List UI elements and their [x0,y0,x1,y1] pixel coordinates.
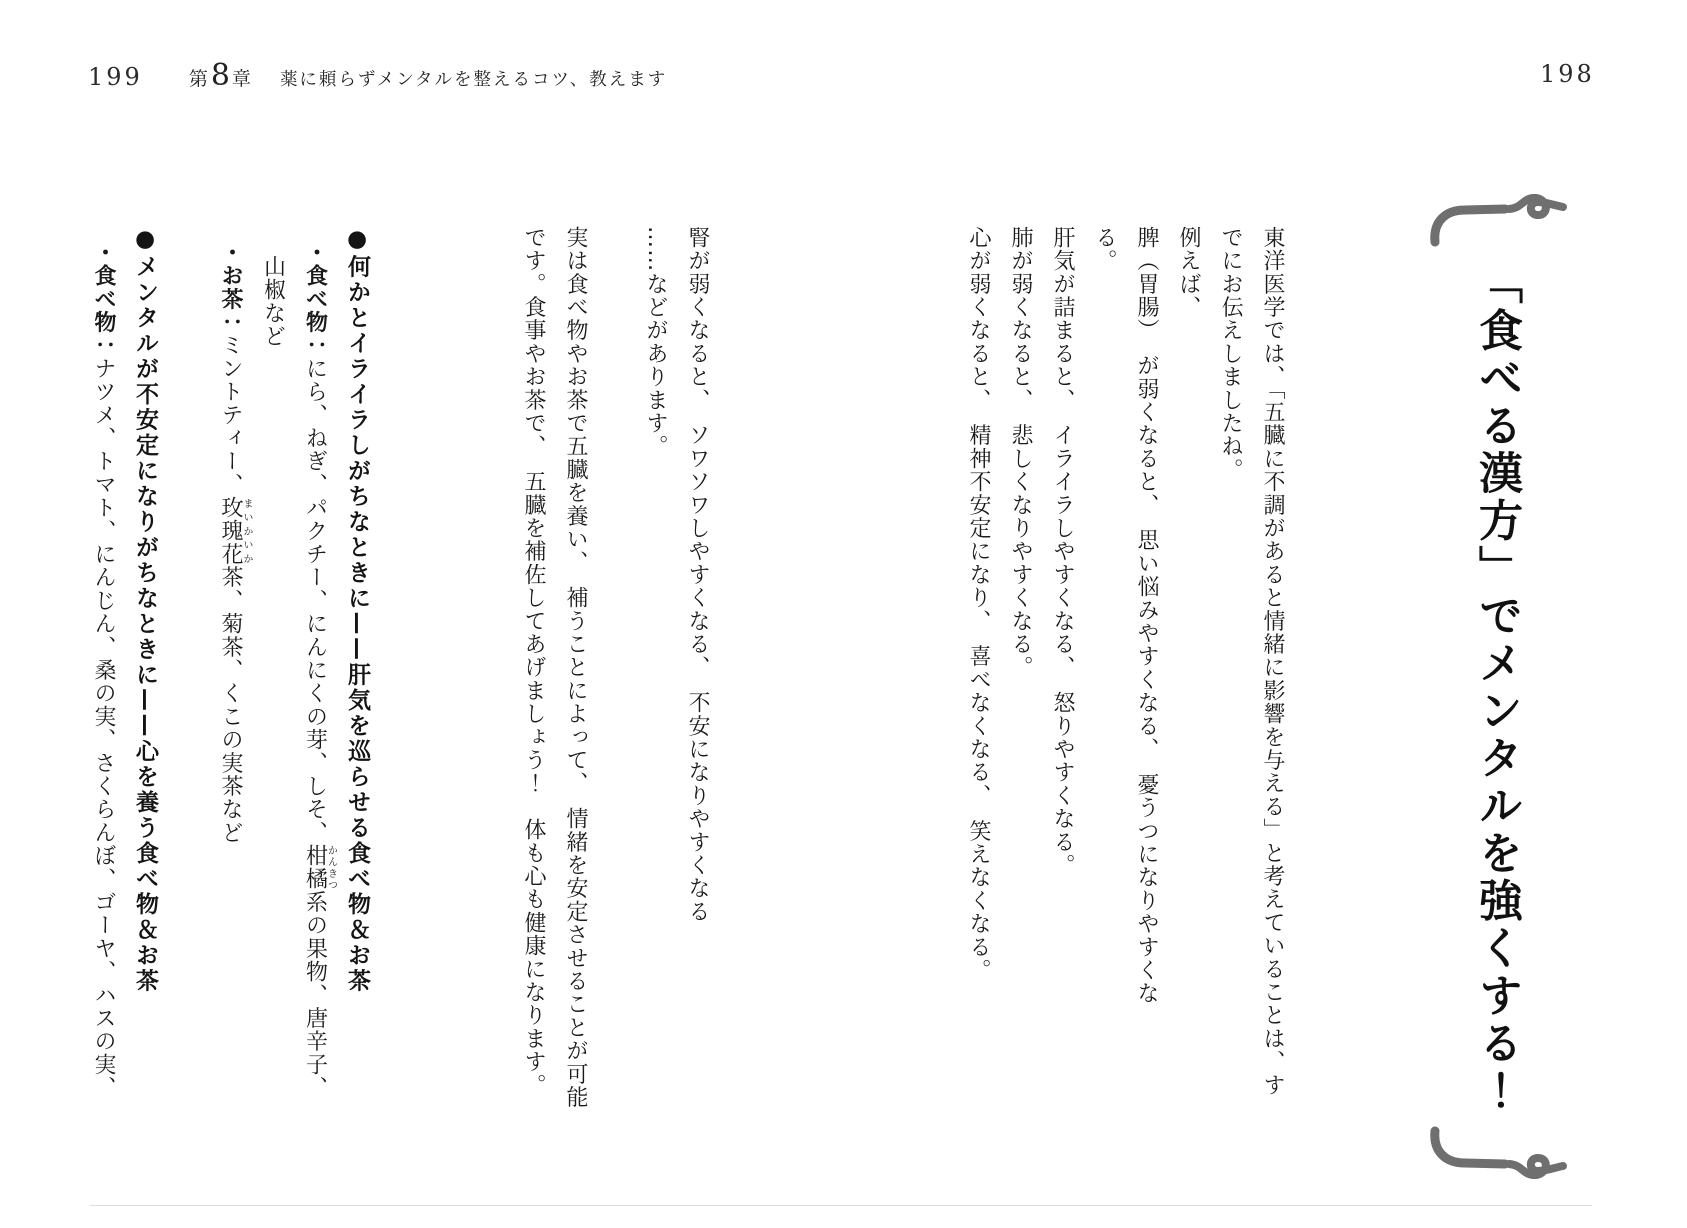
text-segment: にら、ねぎ、パクチー、にんにくの芽、しそ、 [302,357,328,845]
text-segment: でにお伝えしましたね。 [1218,226,1243,482]
text-segment: 山椒など [260,255,286,348]
left-page-body-text [82,226,718,1196]
text-segment: る。 [1092,226,1117,273]
text-segment: 茶、菊茶、くこの実茶など [218,565,243,845]
text-segment: ……などがあります。 [643,226,668,458]
chapter-label [189,58,252,93]
text-segment: です。食事やお茶で、 五臓を補佐してあげましょう！ 体も心も健康になります。 [521,226,546,1097]
text-column [1041,226,1083,1196]
page-edge-line [90,1205,1592,1206]
section-title: 「食べる漢方」でメンタルを強くする！ [1471,260,1522,1115]
bullet-heading-column [124,226,166,1196]
text-segment: 東洋医学では、「五臓に不調があると情緒に影響を与える」と考えていることは、す [1260,226,1285,1097]
page-number-right: 198 [1540,60,1595,88]
text-segment: 肝気が詰まると、 イライラしやすくなる、 怒りやすくなる。 [1050,226,1075,877]
text-column [999,226,1041,1196]
running-head-left [88,58,667,93]
text-segment: 系の果物、唐辛子、 [302,890,328,1100]
text-column [1083,226,1125,1196]
text-segment: 肺が弱くなると、 悲しくなりやすくなる。 [1008,226,1033,679]
text-segment: ・食べ物： [302,241,328,357]
text-column [957,226,999,1196]
text-column [252,226,294,1196]
text-column [1125,226,1167,1196]
chapter-number: 8 [210,58,230,93]
text-column [209,226,252,1196]
chapter-title: 薬に頼らずメンタルを整えるコツ、教えます [279,70,668,90]
text-segment: 腎が弱くなると、 ソワソワしやすくなる、 不安になりやすくなる [685,226,710,924]
text-column [294,226,337,1196]
text-segment: 例えば、 [1176,226,1201,319]
text-column [676,226,718,1196]
text-segment: ・お茶： [218,241,243,334]
text-column [1167,226,1209,1196]
right-page-body-text [957,226,1293,1196]
text-segment: 実は食べ物やお茶で五臓を養い、 補うことによって、 情緒を安定させることが可能 [563,226,588,1109]
text-segment: 脾（胃腸） が弱くなると、 思い悩みやすくなる、 憂うつになりやすくな [1134,226,1159,1005]
running-head-right [1540,60,1595,88]
text-segment: ●何かとイライラしがちなときに——肝気を巡らせる食べ物＆お茶 [344,226,370,994]
text-column [82,226,124,1196]
text-column [1251,226,1293,1196]
text-segment: ・食べ物： [91,241,116,357]
chapter-prefix: 第 [188,68,209,90]
decorative-curly-bracket-bottom-icon [1425,1125,1567,1179]
text-segment: 心が弱くなると、 精神不安定になり、 喜べなくなる、 笑えなくなる。 [966,226,991,982]
text-column [634,226,676,1196]
text-column [512,226,554,1196]
page-number-left: 199 [88,63,143,91]
text-segment: ナツメ、トマト、にんじん、桑の実、さくらんぼ、ゴーヤ、ハスの実、 [91,357,116,1100]
chapter-suffix: 章 [231,68,252,90]
bullet-heading-column [336,226,378,1196]
ruby-annotated-word: 柑橘かんきつ [302,844,337,891]
section-title-block [1421,194,1571,1179]
text-segment: ミントティー、 [218,333,243,497]
text-column [554,226,596,1196]
text-column [1209,226,1251,1196]
ruby-annotated-word: 玫瑰花まいかいか [218,496,252,566]
text-segment: ●メンタルが不安定になりがちなときに——心を養う食べ物＆お茶 [132,226,158,994]
decorative-curly-bracket-top-icon [1425,194,1567,248]
